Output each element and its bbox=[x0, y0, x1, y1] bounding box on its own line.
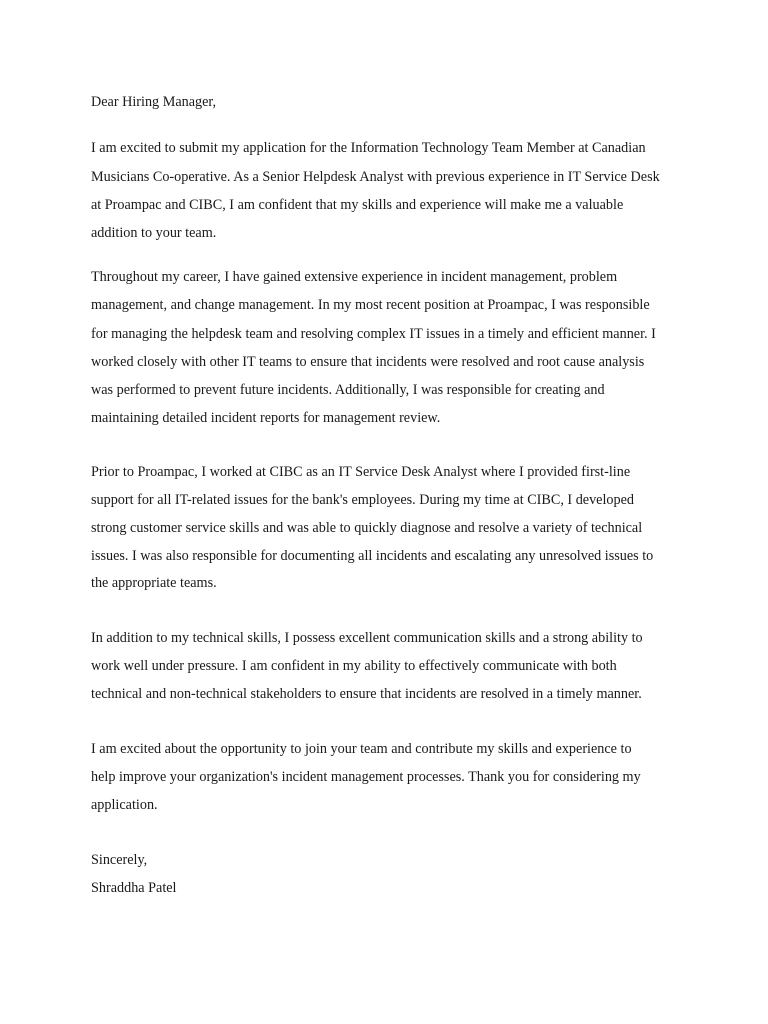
paragraph-3-line-1: Prior to Proampac, I worked at CIBC as an IT Service Desk Analyst where I provided first-line bbox=[91, 464, 631, 480]
paragraph-1-line-3: at Proampac and CIBC, I am confident that my skills and experience will make me a valuable bbox=[91, 197, 624, 213]
paragraph-5-line-1: I am excited about the opportunity to join your team and contribute my skills and experience to bbox=[91, 741, 632, 757]
paragraph-2-line-3: for managing the helpdesk team and resolving complex IT issues in a timely and efficient manner. I bbox=[91, 326, 656, 342]
paragraph-2-line-4: worked closely with other IT teams to ensure that incidents were resolved and root cause analysis bbox=[91, 354, 645, 370]
paragraph-4-line-2: work well under pressure. I am confident in my ability to effectively communicate with both bbox=[91, 658, 617, 674]
paragraph-1-line-2: Musicians Co-operative. As a Senior Helpdesk Analyst with previous experience in IT Service Desk bbox=[91, 169, 660, 185]
paragraph-3-line-4: issues. I was also responsible for documenting all incidents and escalating any unresolved issues to bbox=[91, 548, 654, 564]
paragraph-1-line-4: addition to your team. bbox=[91, 225, 217, 241]
greeting: Dear Hiring Manager, bbox=[91, 94, 217, 110]
closing: Sincerely, bbox=[91, 852, 148, 868]
paragraph-5-line-3: application. bbox=[91, 797, 158, 813]
paragraph-2-line-5: was performed to prevent future incidents. Additionally, I was responsible for creating and bbox=[91, 382, 605, 398]
paragraph-4-line-3: technical and non-technical stakeholders to ensure that incidents are resolved in a timely manner. bbox=[91, 686, 642, 702]
paragraph-3-line-2: support for all IT-related issues for the bank's employees. During my time at CIBC, I developed bbox=[91, 492, 635, 508]
signature-name: Shraddha Patel bbox=[91, 880, 177, 896]
paragraph-2-line-2: management, and change management. In my most recent position at Proampac, I was responsible bbox=[91, 297, 650, 313]
paragraph-5-line-2: help improve your organization's incident management processes. Thank you for considering my bbox=[91, 769, 641, 785]
paragraph-1-line-1: I am excited to submit my application for the Information Technology Team Member at Canadian bbox=[91, 140, 646, 156]
paragraph-3-line-3: strong customer service skills and was able to quickly diagnose and resolve a variety of technical bbox=[91, 520, 643, 536]
paragraph-2-line-6: maintaining detailed incident reports for management review. bbox=[91, 410, 441, 426]
paragraph-3-line-5: the appropriate teams. bbox=[91, 575, 217, 591]
paragraph-4-line-1: In addition to my technical skills, I possess excellent communication skills and a strong ability to bbox=[91, 630, 643, 646]
paragraph-2-line-1: Throughout my career, I have gained extensive experience in incident management, problem bbox=[91, 269, 618, 285]
